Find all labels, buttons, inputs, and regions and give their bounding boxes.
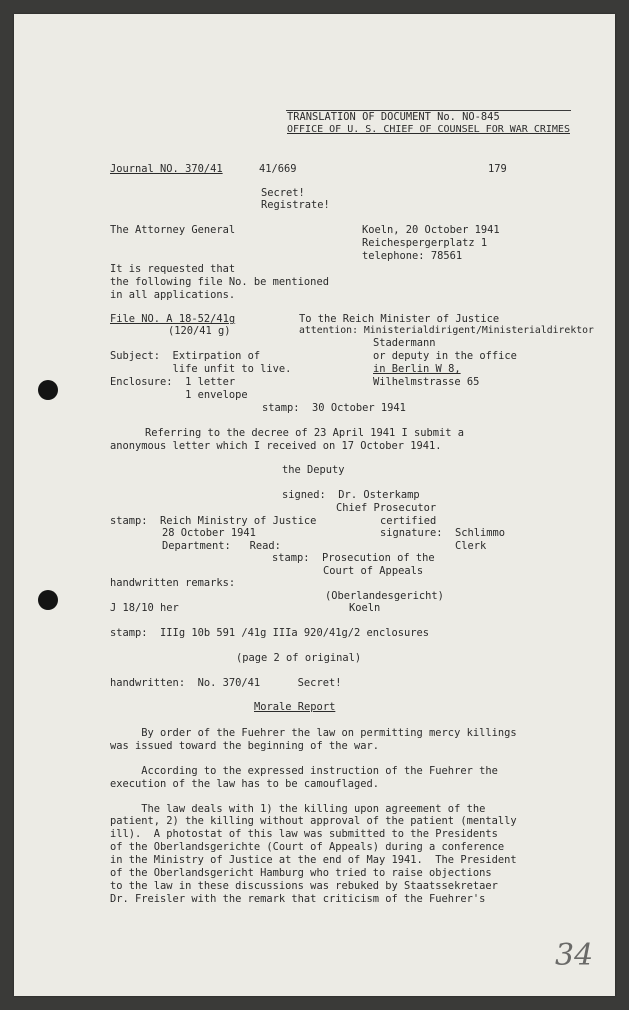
header-line-1: TRANSLATION OF DOCUMENT No. NO-845 xyxy=(287,111,500,123)
subject-line-2: life unfit to live. xyxy=(110,363,292,375)
reference-number: 41/669 xyxy=(259,163,297,175)
body-line: to the law in these discussions was rebuked by Staatssekretaer xyxy=(110,880,498,892)
attention-line: attention: Ministerialdirigent/Ministerialdirektor xyxy=(299,325,594,336)
morale-report-title: Morale Report xyxy=(254,701,336,713)
referring-line-1: Referring to the decree of 23 April 1941 I submit a xyxy=(145,427,465,439)
referring-line-2: anonymous letter which I received on 17 October 1941. xyxy=(110,440,442,452)
department-line: Department: Read: xyxy=(162,540,281,552)
body-line: By order of the Fuehrer the law on permitting mercy killings xyxy=(110,727,517,739)
body-line: patient, 2) the killing without approval of the patient (mentally xyxy=(110,815,517,827)
handwritten-remarks-label: handwritten remarks: xyxy=(110,577,236,589)
page-number: 179 xyxy=(488,163,507,175)
sender: The Attorney General xyxy=(110,224,236,236)
punch-hole-top xyxy=(38,380,58,400)
signature-label: signature: xyxy=(380,527,443,539)
handwritten-page-mark: 34 xyxy=(555,938,594,973)
body-line: was issued toward the beginning of the war. xyxy=(110,740,379,752)
prosecution-stamp-2: Court of Appeals xyxy=(323,565,424,577)
request-line-3: in all applications. xyxy=(110,289,236,301)
handwritten-line: handwritten: No. 370/41 Secret! xyxy=(110,677,342,689)
stamp-line-3: stamp: IIIg 10b 591 /41g IIIa 920/41g/2 enclosures xyxy=(110,627,430,639)
attention-street: Wilhelmstrasse 65 xyxy=(373,376,480,388)
received-stamp: stamp: 30 October 1941 xyxy=(262,402,406,414)
file-number: File NO. A 18-52/41g xyxy=(110,313,236,325)
request-line-2: the following file No. be mentioned xyxy=(110,276,329,288)
attention-name: Stadermann xyxy=(373,337,436,349)
oberlandesgericht-label: (Oberlandesgericht) xyxy=(325,590,444,602)
request-line-1: It is requested that xyxy=(110,263,236,275)
page2-marker: (page 2 of original) xyxy=(236,652,362,664)
enclosure-line-1: Enclosure: 1 letter xyxy=(110,376,236,388)
header-line-2: OFFICE OF U. S. CHIEF OF COUNSEL FOR WAR CRIMES xyxy=(287,124,570,135)
body-line: ill). A photostat of this law was submitted to the Presidents xyxy=(110,828,498,840)
deputy-label: the Deputy xyxy=(282,464,345,476)
attention-city: in Berlin W 8, xyxy=(373,363,461,375)
journal-number: Journal NO. 370/41 xyxy=(110,163,223,175)
signer-title: Chief Prosecutor xyxy=(336,502,437,514)
signed-line: signed: Dr. Osterkamp xyxy=(282,489,420,501)
attention-deputy: or deputy in the office xyxy=(373,350,517,362)
clerk-label: Clerk xyxy=(455,540,487,552)
sender-address-3: telephone: 78561 xyxy=(362,250,463,262)
punch-hole-bottom xyxy=(38,590,58,610)
j18-note: J 18/10 her xyxy=(110,602,179,614)
prosecution-stamp-1: stamp: Prosecution of the xyxy=(272,552,435,564)
enclosure-line-2: 1 envelope xyxy=(110,389,248,401)
registrate-label: Registrate! xyxy=(261,199,330,211)
file-subnumber: (120/41 g) xyxy=(168,325,231,337)
secret-label: Secret! xyxy=(261,187,305,199)
subject-line-1: Subject: Extirpation of xyxy=(110,350,261,362)
body-line: in the Ministry of Justice at the end of May 1941. The President xyxy=(110,854,517,866)
body-line: of the Oberlandsgerichte (Court of Appeals) during a conference xyxy=(110,841,505,853)
body-line: Dr. Freisler with the remark that criticism of the Fuehrer's xyxy=(110,893,486,905)
reich-stamp-date: 28 October 1941 xyxy=(162,527,256,539)
body-line: According to the expressed instruction of the Fuehrer the xyxy=(110,765,498,777)
recipient: To the Reich Minister of Justice xyxy=(299,313,500,325)
koeln-label: Koeln xyxy=(349,602,381,614)
sender-address-2: Reichespergerplatz 1 xyxy=(362,237,488,249)
sender-address-1: Koeln, 20 October 1941 xyxy=(362,224,500,236)
signature-name: Schlimmo xyxy=(455,527,506,539)
body-line: of the Oberlandsgericht Hamburg who tried to raise objections xyxy=(110,867,492,879)
body-line: The law deals with 1) the killing upon agreement of the xyxy=(110,803,486,815)
certified-label: certified xyxy=(380,515,437,527)
reich-stamp-line-1: stamp: Reich Ministry of Justice xyxy=(110,515,317,527)
body-line: execution of the law has to be camouflaged. xyxy=(110,778,379,790)
